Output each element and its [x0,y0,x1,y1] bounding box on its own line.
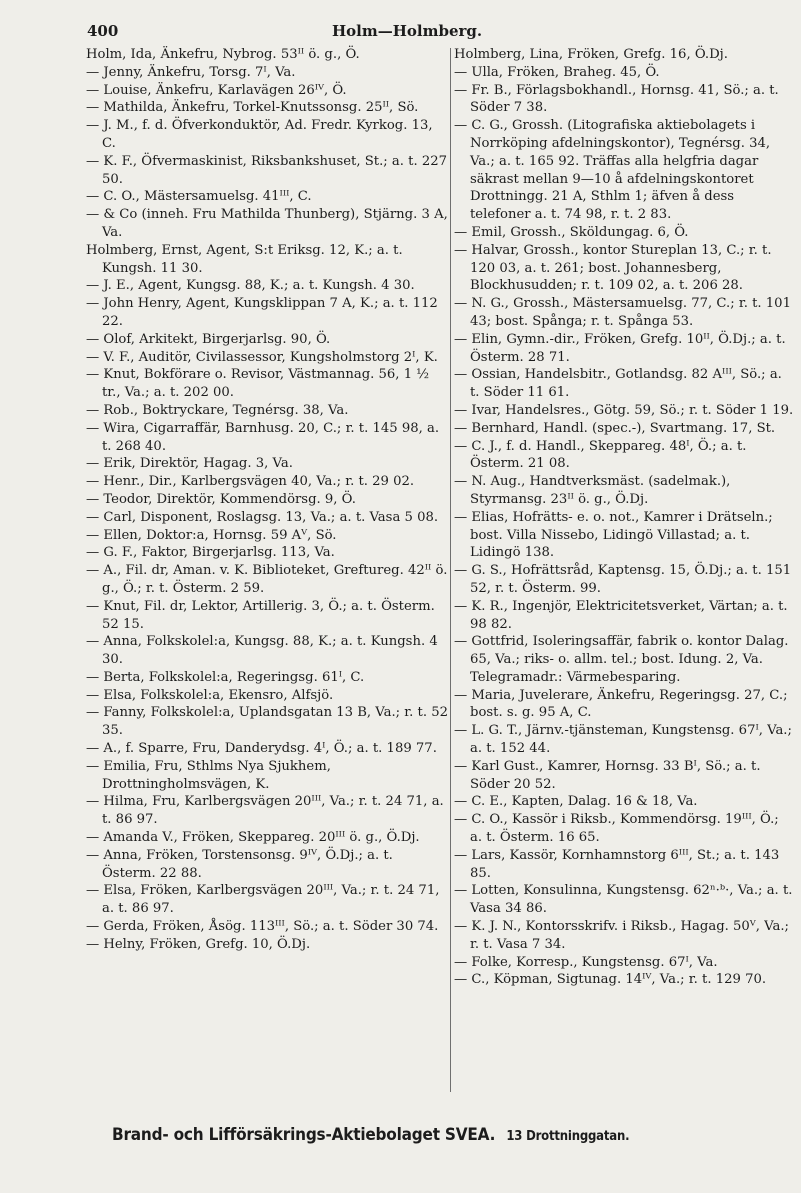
directory-entry: — & Co (inneh. Fru Mathilda Thunberg), Stjärng. 3 A, Va. [86,207,448,240]
directory-entry: — Erik, Direktör, Hagag. 3, Va. [86,456,293,472]
directory-entry: — Hilma, Fru, Karlbergsvägen 20ᴵᴵᴵ, Va.; r. t. 24 71, a. t. 86 97. [86,794,444,828]
directory-entry: — Folke, Korresp., Kungstensg. 67ᴵ, Va. [454,954,718,970]
directory-entry: — Ulla, Fröken, Braheg. 45, Ö. [454,64,660,80]
directory-entry: — Olof, Arkitekt, Birgerjarlsg. 90, Ö. [86,331,331,347]
directory-entry: — C. O., Mästersamuelsg. 41ᴵᴵᴵ, C. [86,189,312,205]
directory-entry: — Halvar, Grossh., kontor Stureplan 13, C.; r. t. 120 03, a. t. 261; bost. Johannesberg, Blockhusudden; r. t. 109 02, a. t. 206 28. [454,242,772,294]
directory-entry: — Jenny, Änkefru, Torsg. 7ᴵ, Va. [86,64,296,80]
directory-entry: — Louise, Änkefru, Karlavägen 26ᴵⱽ, Ö. [86,82,347,98]
directory-entry: — K. R., Ingenjör, Elektricitetsverket, Värtan; a. t. 98 82. [454,598,788,632]
directory-entry: — G. S., Hofrättsråd, Kaptensg. 15, Ö.Dj.; a. t. 151 52, r. t. Österm. 99. [454,563,792,596]
directory-entry: — Helny, Fröken, Grefg. 10, Ö.Dj. [86,936,311,952]
right-column [454,46,794,989]
directory-entry: — V. F., Auditör, Civilassessor, Kungsholmstorg 2ᴵ, K. [86,349,438,365]
directory-entry: — J. M., f. d. Öfverkonduktör, Ad. Fredr. Kyrkog. 13, C. [86,118,433,151]
directory-entry: — C. G., Grossh. (Litografiska aktiebolagets i Norrköping afdelningskontor), Tegnérsg. 34, Va.; a. t. 165 92. Träffas alla helgfria dagar säkrast mellan 9—10 å afdelningskontoret Drottningg. 21 A, Sthlm 1; äfven å dess telefoner a. t. 74 98, r. t. 2 83. [454,118,771,223]
directory-entry: — K. F., Öfvermaskinist, Riksbankshuset, St.; a. t. 227 50. [86,153,448,187]
directory-entry: Holm, Ida, Änkefru, Nybrog. 53ᴵᴵ ö. g., Ö. [86,47,360,62]
running-head: Holm—Holmberg. [332,22,483,40]
directory-entry: Holmberg, Ernst, Agent, S:t Eriksg. 12, K.; a. t. Kungsh. 11 30. [86,242,403,276]
directory-entry: — Wira, Cigarraffär, Barnhusg. 20, C.; r. t. 145 98, a. t. 268 40. [86,420,440,454]
directory-entry: — Elin, Gymn.-dir., Fröken, Grefg. 10ᴵᴵ, Ö.Dj.; a. t. Österm. 28 71. [454,331,786,365]
directory-entry: — N. G., Grossh., Mästersamuelsg. 77, C.; r. t. 101 43; bost. Spånga; r. t. Spånga 53. [454,296,791,329]
directory-entry: — A., f. Sparre, Fru, Danderydsg. 4ᴵ, Ö.; a. t. 189 77. [86,741,437,757]
directory-entry: Holmberg, Lina, Fröken, Grefg. 16, Ö.Dj. [454,47,728,62]
directory-entry: — C. E., Kapten, Dalag. 16 & 18, Va. [454,794,698,810]
directory-entry: — Karl Gust., Kamrer, Hornsg. 33 Bᴵ, Sö.; a. t. Söder 20 52. [454,758,761,792]
left-column [86,46,448,954]
directory-entry: — J. E., Agent, Kungsg. 88, K.; a. t. Kungsh. 4 30. [86,278,415,294]
directory-entry: — N. Aug., Handtverksmäst. (sadelmak.), Styrmansg. 23ᴵᴵ ö. g., Ö.Dj. [454,474,731,507]
directory-entry: — Knut, Fil. dr, Lektor, Artillerig. 3, Ö.; a. t. Österm. 52 15. [86,598,435,632]
directory-entry: — Anna, Folkskolel:a, Kungsg. 88, K.; a. t. Kungsh. 4 30. [86,634,438,668]
directory-entry: — Knut, Bokförare o. Revisor, Västmannag. 56, 1 ½ tr., Va.; a. t. 202 00. [86,367,430,401]
directory-entry: — Elias, Hofrätts- e. o. not., Kamrer i Drätseln.; bost. Villa Nissebo, Lidingö Villastad; a. t. Lidingö 138. [454,509,773,561]
directory-entry: — Anna, Fröken, Torstensonsg. 9ᴵⱽ, Ö.Dj.; a. t. Österm. 22 88. [86,847,393,881]
directory-entry: — Fr. B., Förlagsbokhandl., Hornsg. 41, Sö.; a. t. Söder 7 38. [454,82,779,116]
directory-entry: — Elsa, Folkskolel:a, Ekensro, Alfsjö. [86,687,334,703]
directory-entry: — C. J., f. d. Handl., Skeppareg. 48ᴵ, Ö.; a. t. Österm. 21 08. [454,438,747,472]
directory-entry: — A., Fil. dr, Aman. v. K. Biblioteket, Greftureg. 42ᴵᴵ ö. g., Ö.; r. t. Österm. 2 59. [86,563,448,596]
directory-entry: — Carl, Disponent, Roslagsg. 13, Va.; a. t. Vasa 5 08. [86,509,439,525]
banner-text: Brand- och Lifförsäkrings-Aktiebolaget SVEA. [112,1125,496,1145]
directory-entry: — Rob., Boktryckare, Tegnérsg. 38, Va. [86,402,349,418]
directory-entry: — Gottfrid, Isoleringsaffär, fabrik o. kontor Dalag. 65, Va.; riks- o. allm. tel.; bost. Idung. 2, Va. Telegramadr.: Värmebesparing. [454,634,789,685]
directory-entry: — C. O., Kassör i Riksb., Kommendörsg. 19ᴵᴵᴵ, Ö.; a. t. Österm. 16 65. [454,812,779,846]
directory-entry: — Henr., Dir., Karlbergsvägen 40, Va.; r. t. 29 02. [86,474,415,490]
directory-entry: — Amanda V., Fröken, Skeppareg. 20ᴵᴵᴵ ö. g., Ö.Dj. [86,830,420,846]
directory-entry: — Teodor, Direktör, Kommendörsg. 9, Ö. [86,491,356,507]
directory-entry: — Ossian, Handelsbitr., Gotlandsg. 82 Aᴵᴵᴵ, Sö.; a. t. Söder 11 61. [454,367,782,401]
banner-address: 13 Drottninggatan. [506,1129,630,1144]
directory-entry: — Lotten, Konsulinna, Kungstensg. 62ⁿ·ᵇ·, Va.; a. t. Vasa 34 86. [454,883,793,917]
directory-entry: — Emil, Grossh., Sköldungag. 6, Ö. [454,224,689,240]
directory-entry: — Lars, Kassör, Kornhamnstorg 6ᴵᴵᴵ, St.; a. t. 143 85. [454,847,780,881]
directory-entry: — Berta, Folkskolel:a, Regeringsg. 61ᴵ, C. [86,669,365,685]
directory-entry: — L. G. T., Järnv.-tjänsteman, Kungstensg. 67ᴵ, Va.; a. t. 152 44. [454,723,792,757]
column-divider [450,48,451,1092]
advertisement-banner [112,1125,778,1145]
directory-entry: — G. F., Faktor, Birgerjarlsg. 113, Va. [86,545,335,561]
directory-entry: — Mathilda, Änkefru, Torkel-Knutssonsg. 25ᴵᴵ, Sö. [86,100,419,116]
page-number: 400 [87,22,119,40]
directory-entry: — Fanny, Folkskolel:a, Uplandsgatan 13 B, Va.; r. t. 52 35. [86,705,449,739]
directory-entry: — K. J. N., Kontorsskrifv. i Riksb., Hagag. 50ⱽ, Va.; r. t. Vasa 7 34. [454,919,789,952]
directory-entry: — John Henry, Agent, Kungsklippan 7 A, K.; a. t. 112 22. [86,296,438,329]
directory-entry: — Elsa, Fröken, Karlbergsvägen 20ᴵᴵᴵ, Va.; r. t. 24 71, a. t. 86 97. [86,883,440,917]
directory-entry: — C., Köpman, Sigtunag. 14ᴵⱽ, Va.; r. t. 129 70. [454,972,767,988]
directory-entry: — Bernhard, Handl. (spec.-), Svartmang. 17, St. [454,420,776,436]
directory-entry: — Gerda, Fröken, Åsög. 113ᴵᴵᴵ, Sö.; a. t. Söder 30 74. [86,919,439,935]
directory-entry: — Ellen, Doktor:a, Hornsg. 59 Aⱽ, Sö. [86,527,337,543]
directory-entry: — Maria, Juvelerare, Änkefru, Regeringsg. 27, C.; bost. s. g. 95 A, C. [454,687,788,721]
directory-entry: — Ivar, Handelsres., Götg. 59, Sö.; r. t. Söder 1 19. [454,402,794,418]
directory-entry: — Emilia, Fru, Sthlms Nya Sjukhem, Drottningholmsvägen, K. [86,758,331,792]
